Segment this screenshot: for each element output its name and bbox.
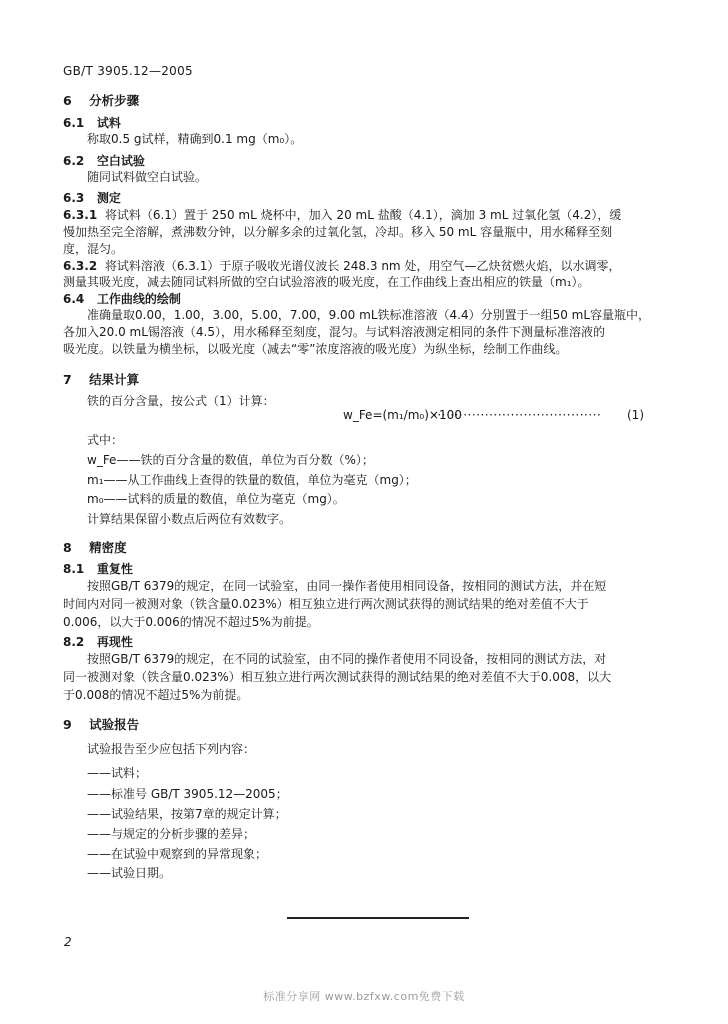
subsection-6-2-heading	[63, 153, 145, 169]
subsection-title: 重复性	[96, 562, 133, 576]
calc-intro: 铁的百分含量，按公式（1）计算：	[87, 394, 275, 408]
paragraph-6-3-1-line-2: 慢加热至完全溶解，煮沸数分钟，以分解多余的过氧化氢，冷却。移入 50 mL 容量瓶中，用水稀释至刻	[63, 225, 613, 239]
subsection-6-4-heading	[63, 291, 181, 307]
formula-leader-dots: ·······································	[433, 408, 602, 422]
end-of-document-rule	[287, 917, 469, 919]
subsection-title: 工作曲线的绘制	[96, 292, 181, 306]
paragraph-8-2-line-1: 按照GB/T 6379的规定，在不同的试验室，由不同的操作者使用不同设备，按相同的测试方法，对	[87, 652, 607, 666]
paragraph-6-2: 随同试料做空白试验。	[87, 170, 208, 184]
report-item: ——试验日期。	[87, 866, 172, 880]
subsection-number: 8.2	[63, 635, 85, 649]
subsection-6-3-heading	[63, 190, 121, 206]
section-title: 试验报告	[89, 717, 140, 732]
paragraph-6-4-line-3: 吸光度。以铁量为横坐标，以吸光度（减去“零”浓度溶液的吸光度）为纵坐标，绘制工作曲线。	[63, 342, 568, 356]
where-label: 式中：	[87, 433, 124, 447]
report-item: ——在试验中观察到的异常现象；	[87, 847, 268, 861]
subsection-number: 6.3	[63, 191, 85, 205]
paragraph-8-1-line-3: 0.006，以大于0.006的情况不超过5%为前提。	[63, 615, 319, 629]
subsection-number: 6.2	[63, 154, 85, 168]
section-9-heading	[63, 717, 139, 733]
precision-note: 计算结果保留小数点后两位有效数字。	[87, 512, 292, 526]
formula-1: w_Fe=(m₁/m₀)×100	[343, 408, 462, 422]
watermark-footer: 标准分享网 www.bzfxw.com免费下载	[263, 990, 465, 1003]
subsection-title: 再现性	[96, 635, 133, 649]
subsection-number: 8.1	[63, 562, 85, 576]
subsection-8-2-heading	[63, 634, 133, 650]
report-item: ——标准号 GB/T 3905.12—2005；	[87, 787, 288, 801]
paragraph-6-4-line-1: 准确量取0.00，1.00，3.00，5.00，7.00，9.00 mL铁标准溶液（4.4）分别置于一组50 mL容量瓶中，	[87, 308, 651, 322]
paragraph-6-4-line-2: 各加入20.0 mL锡溶液（4.5），用水稀释至刻度，混匀。与试料溶液测定相同的条件下测量标准溶液的	[63, 325, 605, 339]
paragraph-8-1-line-1: 按照GB/T 6379的规定，在同一试验室，由同一操作者使用相同设备，按相同的测试方法，并在短	[87, 579, 607, 593]
paragraph-8-1-line-2: 时间内对同一被测对象（铁含量0.023%）相互独立进行两次测试获得的测试结果的绝对差值不大于	[63, 597, 589, 611]
paragraph-8-2-line-3: 于0.008的情况不超过5%为前提。	[63, 688, 249, 702]
definition-m1: m₁——从工作曲线上查得的铁量的数值，单位为毫克（mg）；	[87, 473, 417, 487]
subsection-title: 测定	[96, 191, 121, 205]
paragraph-6-3-2-line-2: 测量其吸光度，减去随同试料所做的空白试验溶液的吸光度，在工作曲线上查出相应的铁量（m₁）。	[63, 275, 590, 289]
subsection-8-1-heading	[63, 561, 133, 577]
clause-text: 将试料（6.1）置于 250 mL 烧杯中，加入 20 mL 盐酸（4.1），滴加 3 mL 过氧化氢（4.2），缓	[104, 208, 622, 222]
subsection-number: 6.4	[63, 292, 85, 306]
subsection-number: 6.1	[63, 116, 85, 130]
section-number: 9	[63, 717, 72, 732]
section-number: 8	[63, 540, 72, 555]
report-item: ——与规定的分析步骤的差异；	[87, 827, 256, 841]
report-intro: 试验报告至少应包括下列内容：	[87, 742, 256, 756]
clause-number: 6.3.1	[63, 208, 98, 222]
paragraph-8-2-line-2: 同一被测对象（铁含量0.023%）相互独立进行两次测试获得的测试结果的绝对差值不大于0.008，以大	[63, 670, 612, 684]
section-title: 精密度	[89, 540, 127, 555]
section-number: 7	[63, 372, 72, 387]
section-title: 结果计算	[89, 372, 140, 387]
section-8-heading	[63, 540, 127, 556]
paragraph-6-1: 称取0.5 g试样，精确到0.1 mg（m₀）。	[87, 132, 303, 146]
section-6-heading	[63, 93, 139, 109]
standard-code: GB/T 3905.12—2005	[63, 64, 193, 78]
section-title: 分析步骤	[89, 93, 140, 108]
clause-text: 将试料溶液（6.3.1）于原子吸收光谱仪波长 248.3 nm 处，用空气—乙炔贫燃火焰，以水调零，	[104, 259, 621, 273]
clause-number: 6.3.2	[63, 259, 98, 273]
definition-wfe: w_Fe——铁的百分含量的数值，单位为百分数（%）；	[87, 453, 374, 467]
paragraph-6-3-1-line-3: 度，混匀。	[63, 242, 124, 256]
subsection-title: 空白试验	[96, 154, 145, 168]
report-item: ——试料；	[87, 766, 148, 780]
page-number: 2	[64, 935, 72, 949]
paragraph-6-3-1-line-1	[63, 207, 621, 223]
subsection-6-1-heading	[63, 115, 121, 131]
definition-m0: m₀——试料的质量的数值，单位为毫克（mg）。	[87, 492, 345, 506]
subsection-title: 试料	[96, 116, 121, 130]
section-number: 6	[63, 93, 72, 108]
paragraph-6-3-2-line-1	[63, 258, 620, 274]
section-7-heading	[63, 372, 139, 388]
report-item: ——试验结果，按第7章的规定计算；	[87, 807, 287, 821]
formula-number: (1)	[627, 408, 644, 422]
